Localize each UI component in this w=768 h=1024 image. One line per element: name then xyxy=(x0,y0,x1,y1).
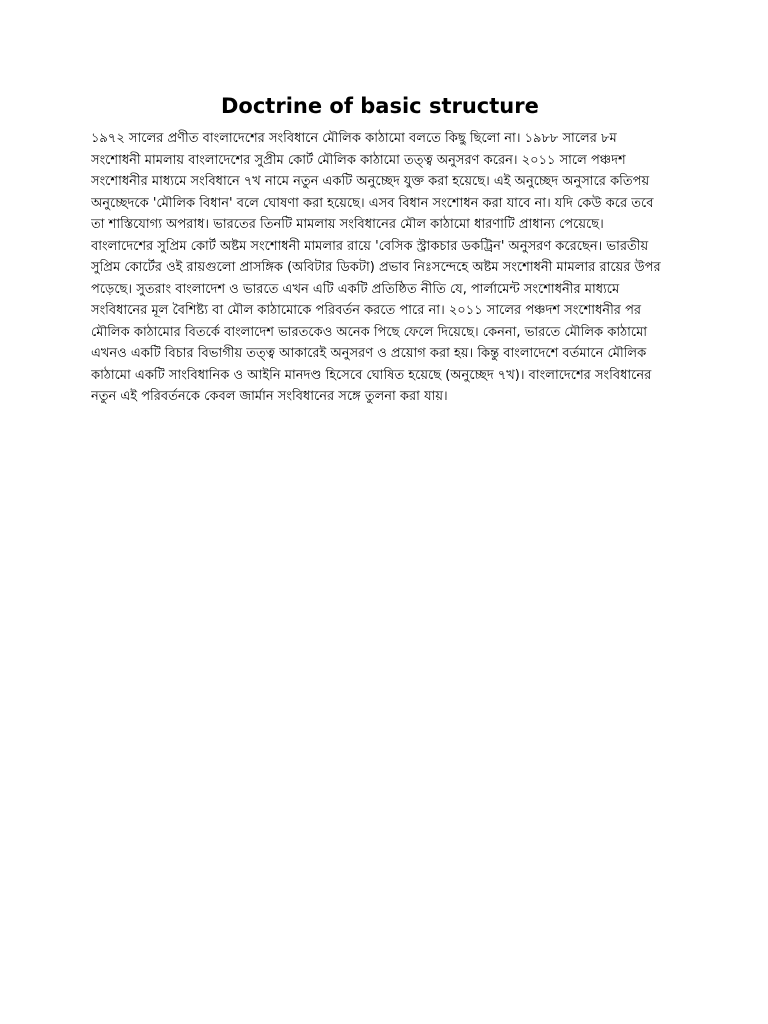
body-line-2: সংশোধনী মামলায় বাংলাদেশের সুপ্রীম কোর্ট মৌলিক কাঠামো তত্ত্ব অনুসরণ করেন। ২০১১ সালে পঞ্চদশ xyxy=(91,152,626,168)
body-line-10: মৌলিক কাঠামোর বিতর্কে বাংলাদেশ ভারতকেও অনেক পিছে ফেলে দিয়েছে। কেননা, ভারতে মৌলিক কাঠামো xyxy=(91,324,648,340)
body-line-9: সংবিধানের মূল বৈশিষ্ট্য বা মৌল কাঠামোকে পরিবর্তন করতে পারে না। ২০১১ সালের পঞ্চদশ সংশোধনীর পর xyxy=(91,303,642,318)
body-line-1: ১৯৭২ সালের প্রণীত বাংলাদেশের সংবিধানে মৌলিক কাঠামো বলতে কিছু ছিলো না। ১৯৮৮ সালের ৮ম xyxy=(91,131,617,146)
body-line-12: কাঠামো একটি সাংবিধানিক ও আইনি মানদণ্ড হিসেবে ঘোষিত হয়েছে (অনুচ্ছেদ ৭খ)। বাংলাদেশের সংবিধানের xyxy=(91,367,652,383)
body-line-7: সুপ্রিম কোর্টের ওই রায়গুলো প্রাসঙ্গিক (অবিটার ডিকটা) প্রভাব নিঃসন্দেহে অষ্টম সংশোধনী মামলার রায়ের উপর xyxy=(91,260,661,275)
body-line-11: এখনও একটি বিচার বিভাগীয় তত্ত্ব আকারেই অনুসরণ ও প্রয়োগ করা হয়। কিন্তু বাংলাদেশে বর্তমানে মৌলিক xyxy=(91,346,647,361)
body-line-13: নতুন এই পরিবর্তনকে কেবল জার্মান সংবিধানের সঙ্গে তুলনা করা যায়। xyxy=(91,389,448,404)
document-body xyxy=(91,128,691,408)
body-line-4: অনুচ্ছেদকে 'মৌলিক বিধান' বলে ঘোষণা করা হয়েছে। এসব বিধান সংশোধন করা যাবে না। যদি কেউ করে তবে xyxy=(91,195,654,211)
body-line-8: পড়েছে। সুতরাং বাংলাদেশ ও ভারতে এখন এটি একটি প্রতিষ্ঠিত নীতি যে, পার্লামেন্ট সংশোধনীর মাধ্যমে xyxy=(91,281,620,297)
body-line-5: তা শাস্তিযোগ্য অপরাধ। ভারতের তিনটি মামলায় সংবিধানের মৌল কাঠামো ধারণাটি প্রাধান্য পেয়েছে। xyxy=(91,217,604,232)
body-line-3: সংশোধনীর মাধ্যমে সংবিধানে ৭খ নামে নতুন একটি অনুচ্ছেদ যুক্ত করা হয়েছে। এই অনুচ্ছেদ অনুসারে কতিপয় xyxy=(91,174,650,189)
body-line-6: বাংলাদেশের সুপ্রিম কোর্ট অষ্টম সংশোধনী মামলার রায়ে 'বেসিক স্ট্রাকচার ডকট্রিন' অনুসরণ করেছেন। ভারতীয় xyxy=(91,238,649,254)
document-title: Doctrine of basic structure xyxy=(221,94,539,118)
